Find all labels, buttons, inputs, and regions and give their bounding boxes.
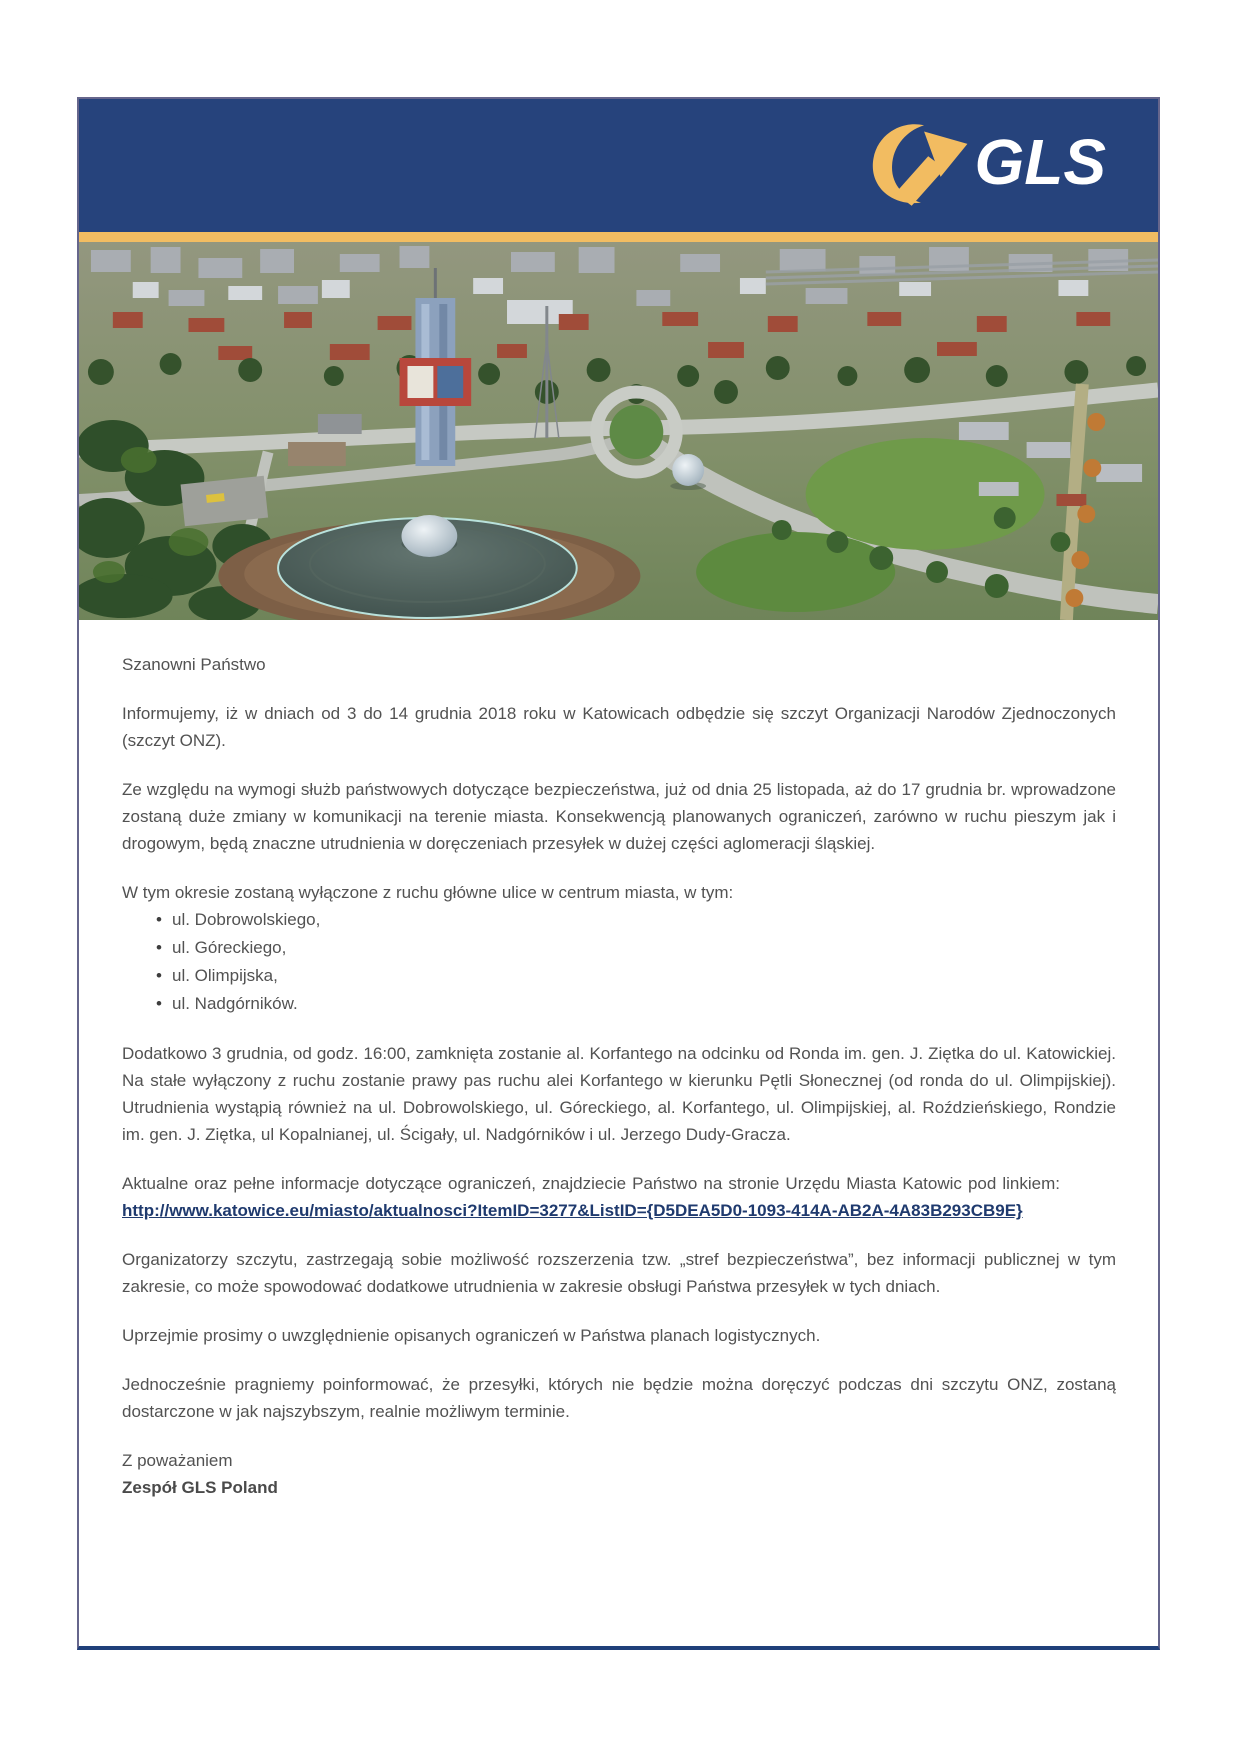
gls-swoosh-icon xyxy=(864,117,980,214)
gls-logo-text: GLS xyxy=(974,125,1106,198)
street-item xyxy=(156,962,1116,990)
street-label: ul. Dobrowolskiego, xyxy=(172,910,321,929)
street-label: ul. Nadgórników. xyxy=(172,994,298,1013)
brand-header xyxy=(79,99,1158,232)
street-list xyxy=(122,906,1116,1018)
letter-frame xyxy=(77,97,1160,1650)
gold-divider xyxy=(79,232,1158,242)
paragraph-jednoczesnie: Jednocześnie pragniemy poinformować, że przesyłki, których nie będzie można doręczyć podczas dni szczytu ONZ, zostaną dostarczone w jak najszybszym, realnie możliwym terminie. xyxy=(122,1375,1116,1421)
paragraph-uprzejmie: Uprzejmie prosimy o uwzględnienie opisanych ograniczeń w Państwa planach logistycznych. xyxy=(122,1326,821,1345)
street-item xyxy=(156,990,1116,1018)
paragraph-dodatkowo: Dodatkowo 3 grudnia, od godz. 16:00, zamknięta zostanie al. Korfantego na odcinku od Ronda im. gen. J. Ziętka do ul. Katowickiej. Na stałe wyłączony z ruchu zostanie prawy pas ruchu alei Korfantego w kierunku Pętli Słonecznej (od ronda do ul. Olimpijskiej). Utrudnienia wystąpią również na ul. Dobrowolskiego, ul. Góreckiego, al. Korfantego, ul. Olimpijskiej, al. Roździeńskiego, Rondzie im. gen. J. Ziętka, ul Kopalnianej, ul. Ścigały, ul. Nadgórników i ul. Jerzego Dudy-Gracza. xyxy=(122,1044,1116,1144)
street-item xyxy=(156,906,1116,934)
street-item xyxy=(156,934,1116,962)
salutation: Szanowni Państwo xyxy=(122,655,266,674)
paragraph-informujemy: Informujemy, iż w dniach od 3 do 14 grudnia 2018 roku w Katowicach odbędzie się szczyt Organizacji Narodów Zjednoczonych (szczyt ONZ). xyxy=(122,704,1116,750)
katowice-info-link[interactable]: http://www.katowice.eu/miasto/aktualnosci?ItemID=3277&ListID={D5DEA5D0-1093-414A-AB2A-4A83B293CB9E} xyxy=(122,1201,1023,1220)
letter-body xyxy=(79,620,1158,1501)
signoff: Z poważaniem xyxy=(122,1451,233,1470)
street-label: ul. Góreckiego, xyxy=(172,938,287,957)
info-prefix: Aktualne oraz pełne informacje dotyczące ograniczeń, znajdziecie Państwo na stronie Urzędu Miasta Katowic pod linkiem: xyxy=(122,1174,1060,1193)
paragraph-organizatorzy: Organizatorzy szczytu, zastrzegają sobie możliwość rozszerzenia tzw. „stref bezpieczeństwa”, bez informacji publicznej w tym zakresie, co może spowodować dodatkowe utrudnienia w zakresie obsługi Państwa przesyłek w tych dniach. xyxy=(122,1250,1116,1296)
signature: Zespół GLS Poland xyxy=(122,1478,278,1497)
signoff-block xyxy=(122,1447,1116,1501)
katowice-aerial-photo xyxy=(79,242,1158,620)
streets-intro: W tym okresie zostaną wyłączone z ruchu główne ulice w centrum miasta, w tym: xyxy=(122,883,734,902)
street-label: ul. Olimpijska, xyxy=(172,966,278,985)
paragraph-ze-wzgledu: Ze względu na wymogi służb państwowych dotyczące bezpieczeństwa, już od dnia 25 listopada, aż do 17 grudnia br. wprowadzone zostaną duże zmiany w komunikacji na terenie miasta. Konsekwencją planowanych ograniczeń, zarówno w ruchu pieszym jak i drogowym, będą znaczne utrudnienia w doręczeniach przesyłek w dużej części aglomeracji śląskiej. xyxy=(122,780,1116,853)
gls-logo xyxy=(864,117,1106,214)
paragraph-aktualne xyxy=(122,1170,1116,1224)
